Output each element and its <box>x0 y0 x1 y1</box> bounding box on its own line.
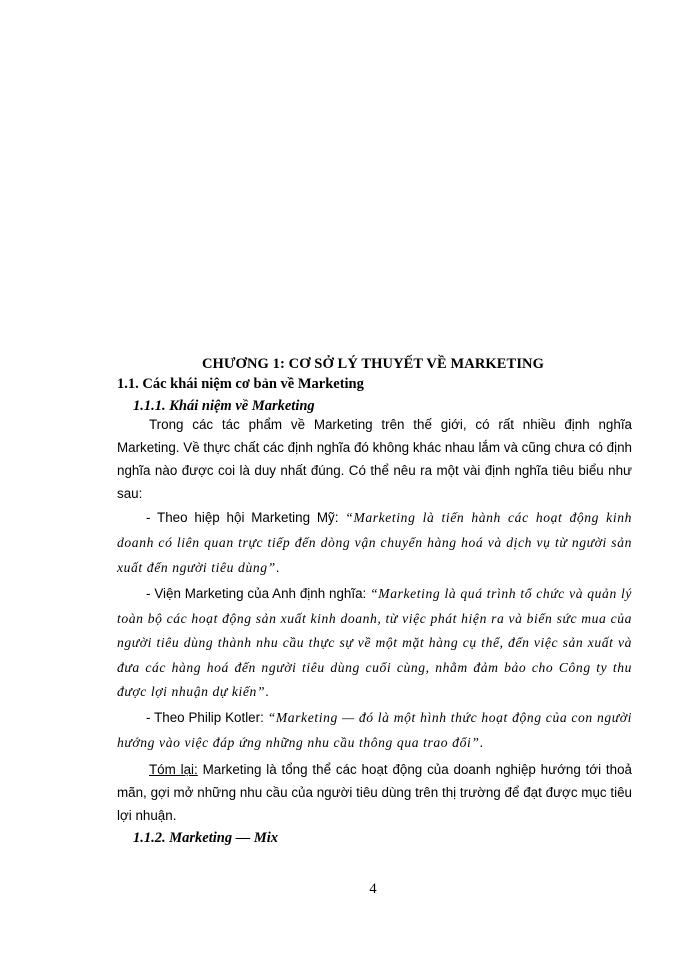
summary-label: Tóm lại: <box>149 762 198 777</box>
summary-paragraph <box>117 758 632 827</box>
definition-lead: - Theo hiệp hội Marketing Mỹ: <box>146 510 346 525</box>
chapter-title: CHƯƠNG 1: CƠ SỞ LÝ THUYẾT VỀ MARKETING <box>201 356 545 372</box>
definition-quote: “Marketing — đó là một hình thức hoạt động của con người hướng vào việc đáp ứng những nhu cầu thông qua trao đổi” <box>117 710 632 750</box>
definition-tail: . <box>479 735 484 750</box>
section-heading: 1.1. Các khái niệm cơ bản về Marketing <box>117 376 364 392</box>
summary-text: Marketing là tổng thể các hoạt động của doanh nghiệp hướng tới thoả mãn, gợi mở những nhu cầu của người tiêu dùng trên thị trường để đạt được mục tiêu lợi nhuận. <box>117 762 632 823</box>
definition-paragraph-1 <box>117 505 632 580</box>
definition-lead: - Theo Philip Kotler: <box>146 710 268 725</box>
definition-paragraph-3 <box>117 705 632 755</box>
definition-tail: . <box>275 560 280 575</box>
subsection-heading-2: 1.1.2. Marketing — Mix <box>133 830 279 846</box>
definition-paragraph-2 <box>117 582 632 705</box>
intro-paragraph: Trong các tác phẩm về Marketing trên thế giới, có rất nhiều định nghĩa Marketing. Về thực chất các định nghĩa đó không khác nhau lắm và cũng chưa có định nghĩa nào được coi là duy nhất đúng. Có thể nêu ra một vài định nghĩa tiêu biểu như sau: <box>117 417 632 501</box>
definition-tail: . <box>265 684 269 699</box>
definition-quote: “Marketing là quá trình tổ chức và quản lý toàn bộ các hoạt động sản xuất kinh doanh, từ việc phát hiện ra và biến sức mua của người tiêu dùng thành nhu cầu thực sự về một mặt hàng cụ thể, đến việc sản xuất và đưa các hàng hoá đến người tiêu dùng cuối cùng, nhằm đảm bảo cho Công ty thu được lợi nhuận dự kiến” <box>117 586 633 699</box>
definition-quote: “Marketing là tiến hành các hoạt động kinh doanh có liên quan trực tiếp đến dòng vận chuyển hàng hoá và dịch vụ từ người sản xuất đến người tiêu dùng” <box>117 510 632 575</box>
page-number: 4 <box>369 881 377 897</box>
subsection-heading-1: 1.1.1. Khái niệm về Marketing <box>133 398 315 414</box>
definition-lead: - Viện Marketing của Anh định nghĩa: <box>146 586 371 601</box>
